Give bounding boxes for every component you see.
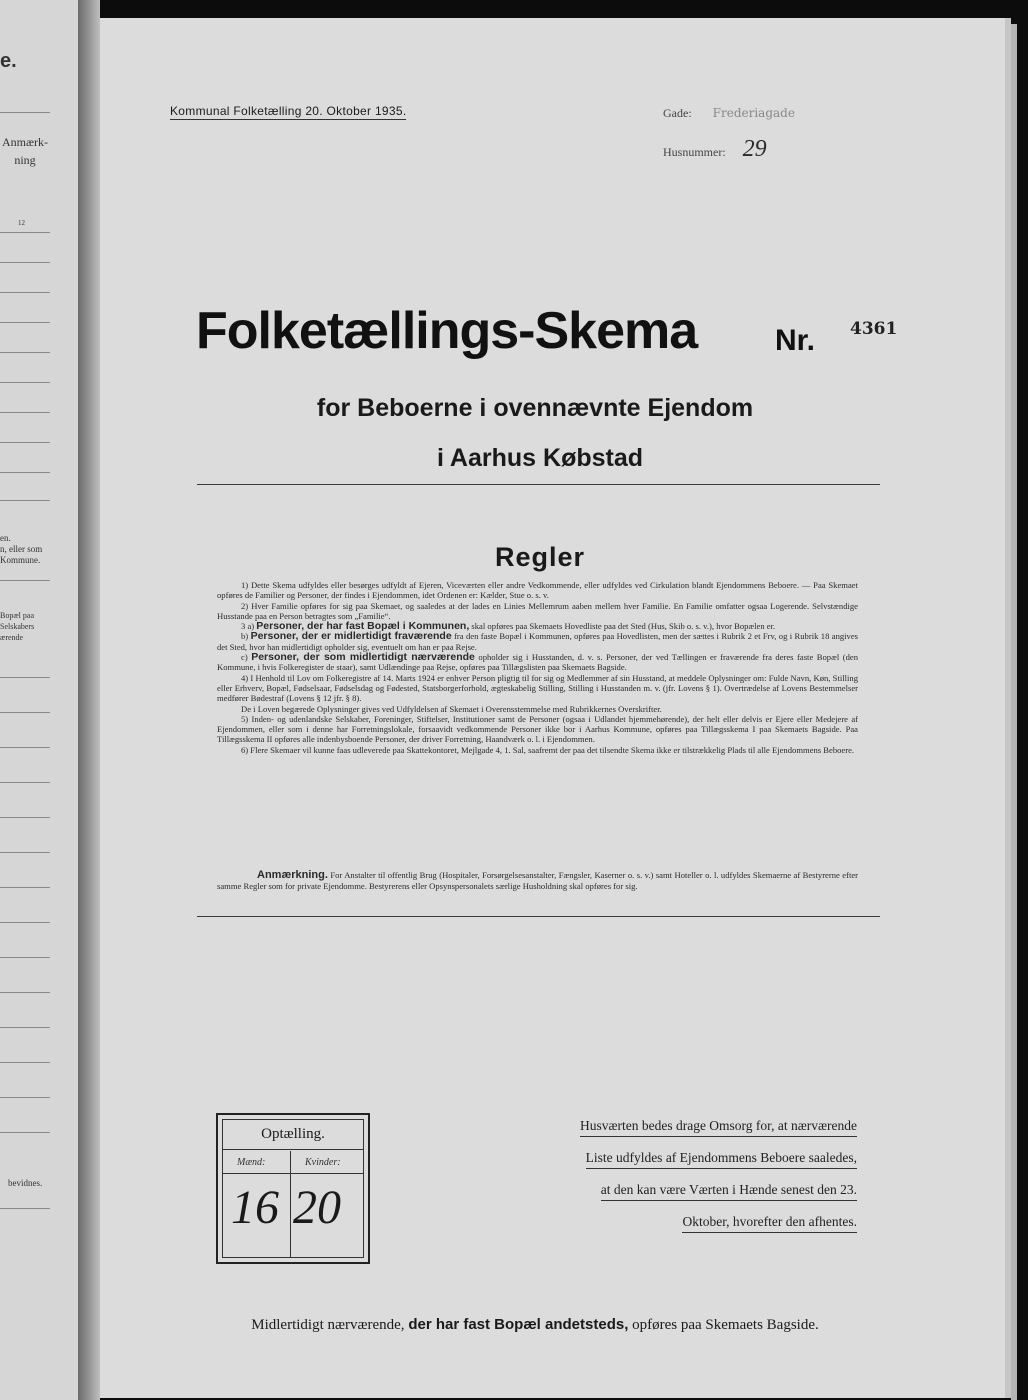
rule-3b-emphasis: Personer, der er midlertidigt fraværende (250, 630, 452, 643)
rule-3b: b) Personer, der er midlertidigt fraværende fra den faste Bopæl i Kommunen, opføres paa Hovedlisten, men der sættes i Rubrik 2 et Frv, og i Rubrik 18 angives det Sted, hvor han midlertidigt opholder sig, eventuelt om han er paa Rejse. (217, 630, 859, 652)
book-gutter (78, 0, 100, 1400)
street-label: Gade: (663, 106, 692, 120)
men-count: 16 (231, 1181, 279, 1234)
notice-line-4: Oktober, hvorefter den afhentes. (682, 1214, 857, 1233)
left-page-note2: Bopæl paa Selskabers ærende (0, 611, 35, 642)
women-count: 20 (293, 1181, 341, 1234)
form-subtitle-2: i Aarhus Købstad (436, 444, 644, 472)
footer-note: Midlertidigt nærværende, der har fast Bopæl andetsteds, opføres paa Skemaets Bagside. (251, 1316, 819, 1333)
rule-3a: 3 a) Personer, der har fast Bopæl i Kommunen, skal opføres paa Skemaets Hovedliste paa det Sted (Hus, Skib o. s. v.), hvor Bopælen er. (241, 620, 776, 633)
left-facing-page (0, 0, 80, 1400)
landlord-notice (517, 1118, 857, 1246)
count-title: Optælling. (223, 1126, 363, 1150)
divider (0, 112, 50, 113)
left-page-note3: bevidnes. (8, 1178, 43, 1188)
remark-divider (197, 916, 880, 917)
rule-5: 5) Inden- og udenlandske Selskaber, Foreninger, Stiftelser, Institutioner samt de Personer (ogsaa i Udlandet hjemmehørende), der helt eller delvis er Ejere eller Medejere af Ejendommen, eller som i denne har Forretningslokale, forsaavidt vedkommende Personer ikke bor i Aarhus Kommune, opføres paa Tillægsskema I paa Skemaets Bagside. Paa Tillægsskema II opføres alle indenbysboende Personer, der driver Forretning, Haandværk o. l. i Ejendommen. (217, 713, 858, 745)
count-box (216, 1113, 370, 1264)
title-divider (197, 484, 880, 485)
remark-text: For Anstalter til offentlig Brug (Hospitaler, Forsørgelsesanstalter, Fængsler, Kaserner o. s. v.) samt Hoteller o. l. udfyldes Skemaerne af Bestyrerne efter samme Regler som for private Ejendomme. Bestyrerens eller Opsynspersonalets særlige Husholdning skal opføres for sig. (217, 870, 859, 891)
form-number-value: 4361 (850, 319, 898, 339)
house-number-value: 29 (742, 136, 767, 162)
left-page-col-header: Anmærk- ning (2, 135, 48, 167)
rule-1: 1) Dette Skema udfyldes eller besørges udfyldt af Ejeren, Viceværten eller andre Vedkommende, eller udfyldes ved Cirkulation blandt Ejendommens Beboere. — Paa Skemaet opføres de Familier og Personer, der findes i Ejendommen, idet Ordenen er: Kælder, Stue o. s. v. (217, 580, 858, 601)
page-edge (1011, 24, 1017, 1400)
street-row (663, 106, 795, 121)
form-title: Folketællings-Skema (196, 302, 698, 360)
census-form-page (100, 18, 1011, 1398)
rule-4: 4) I Henhold til Lov om Folkeregistre af 14. Marts 1924 er enhver Person pligtig til for sig og Medlemmer af sin Husstand, at meddele Oplysninger om: Fulde Navn, Køn, Stilling eller Erhverv, Bopæl, Fødselsaar, Fødselsdag og Fødested, Statsborgerforhold, ægteskabelig Stilling, Stilling i Husstanden m. v. (jfr. Lovens § 1). Overtrædelse af Lovens Bestemmelser medfører Bødestraf (Lovens § 12 jfr. § 8). (217, 672, 858, 704)
rule-4b: De i Loven begærede Oplysninger gives ved Udfyldelsen af Skemaet i Overensstemmelse med Rubrikkernes Overskrifter. (241, 703, 662, 714)
women-label: Kvinder: (305, 1157, 341, 1168)
remark-label: Anmærkning. (257, 869, 328, 881)
men-label: Mænd: (237, 1157, 266, 1168)
rule-3c: c) Personer, der som midlertidigt nærværende opholder sig i Husstanden, d. v. s. Personer, der ved Tællingen er fraværende fra deres faste Bopæl (den Kommune, i hvis Folkeregister de staar), samt Udlændinge paa Rejse, opføres paa Tillægslisten paa Skemaets Bagside. (217, 651, 858, 673)
form-number-label: Nr. (775, 324, 816, 357)
rule-6: 6) Flere Skemaer vil kunne faas udleverede paa Skattekontoret, Mejlgade 4, 1. Sal, saafremt der paa det tilsendte Skema ikke er tilstrækkelig Plads til alle Ejendommens Beboere. (241, 744, 855, 755)
rule-3c-emphasis: Personer, der som midlertidigt nærværende (251, 651, 475, 664)
rule-3a-emphasis: Personer, der har fast Bopæl i Kommunen, (256, 620, 470, 633)
notice-line-3: at den kan være Værten i Hænde senest den 23. (601, 1182, 857, 1201)
footer-emphasis: der har fast Bopæl andetsteds, (408, 1316, 629, 1333)
census-header: Kommunal Folketælling 20. Oktober 1935. (170, 104, 407, 118)
rules-heading: Regler (494, 542, 586, 572)
rules-text (217, 580, 858, 755)
house-number-row (663, 136, 767, 163)
form-subtitle-1: for Beboerne i ovennævnte Ejendom (316, 394, 754, 422)
remark (217, 870, 858, 892)
left-page-heading: e. (0, 50, 17, 72)
left-page-col-number: 12 (18, 219, 25, 227)
notice-line-2: Liste udfyldes af Ejendommens Beboere saaledes, (586, 1150, 857, 1169)
rule-2: 2) Hver Familie opføres for sig paa Skemaet, og saaledes at der lades en Linies Mellemrum aaben mellem hver Familie. En Familie omfatter ogsaa Logerende. Selvstændige Husstande paa en Person betragtes som „Familie“. (217, 600, 858, 621)
left-page-note1: en. n, eller som Kommune. (0, 533, 43, 565)
street-value: Frederiagade (712, 106, 795, 120)
notice-line-1: Husværten bedes drage Omsorg for, at nærværende (580, 1118, 857, 1137)
house-number-label: Husnummer: (663, 145, 726, 159)
